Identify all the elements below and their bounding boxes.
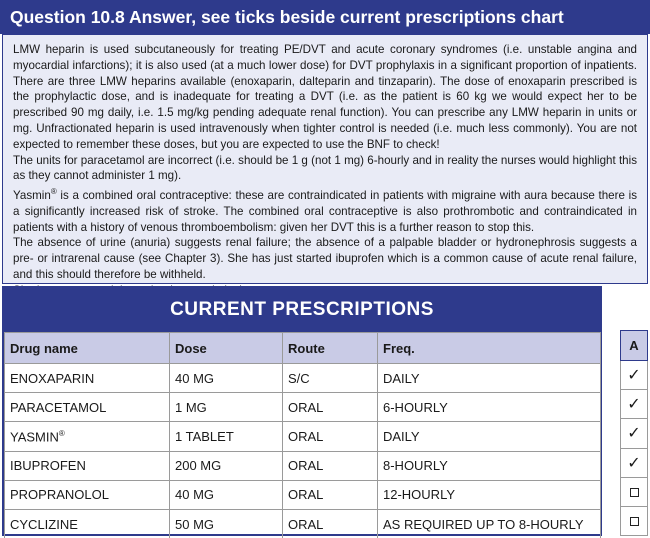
column-header-route: Route: [283, 333, 378, 364]
table-row: [5, 422, 601, 451]
route-cell-text: ORAL: [288, 399, 324, 415]
freq-cell: [378, 393, 601, 422]
freq-cell-text: 12-HOURLY: [383, 487, 456, 503]
check-icon: ✓: [627, 396, 641, 414]
dose-cell-text: 1 TABLET: [175, 428, 234, 444]
dose-cell-text: 200 MG: [175, 458, 222, 474]
freq-cell-text: 6-HOURLY: [383, 399, 448, 415]
freq-cell-text: 8-HOURLY: [383, 458, 448, 474]
table-row: [5, 509, 601, 538]
drug-name-cell: [5, 451, 170, 480]
freq-cell: [378, 480, 601, 509]
answer-paragraph-paracetamol: The units for paracetamol are incorrect (i.e. should be 1 g (not 1 mg) 6-hourly and in reality the nurses would highlight this as they cannot administer 1 mg).: [13, 153, 637, 183]
yasmin-brand: Yasmin: [13, 189, 51, 203]
drug-name-cell-text: PARACETAMOL: [10, 399, 107, 415]
prescriptions-table: [4, 332, 601, 538]
drug-name-cell: [5, 480, 170, 509]
check-icon: ✓: [627, 454, 641, 472]
freq-cell: [378, 451, 601, 480]
route-cell: [283, 509, 378, 538]
drug-name-cell: [5, 422, 170, 451]
column-header-drug: Drug name: [5, 333, 170, 364]
drug-name-cell-text: IBUPROFEN: [10, 458, 86, 474]
route-cell-text: ORAL: [288, 458, 324, 474]
registered-mark: ®: [58, 428, 65, 438]
tick-mark-cell: [620, 390, 648, 419]
freq-cell-text: AS REQUIRED UP TO 8-HOURLY: [383, 516, 584, 532]
route-cell: [283, 364, 378, 393]
route-cell-text: ORAL: [288, 487, 324, 503]
freq-cell: [378, 364, 601, 393]
freq-cell-text: DAILY: [383, 370, 420, 386]
dose-cell-text: 40 MG: [175, 487, 215, 503]
answer-tick-column: [620, 330, 648, 536]
table-row: [5, 480, 601, 509]
dose-cell-text: 50 MG: [175, 516, 215, 532]
freq-cell: [378, 509, 601, 538]
route-cell: [283, 451, 378, 480]
dose-cell: [170, 393, 283, 422]
empty-box-cell: [620, 507, 648, 536]
prescriptions-title: CURRENT PRESCRIPTIONS: [4, 288, 600, 332]
route-cell-text: ORAL: [288, 428, 324, 444]
yasmin-text: is a combined oral contraceptive: these are contraindicated in patients with migraine with aura because there is a significantly increased risk of stroke. The combined oral contraceptive is also prothrombotic and contraindicated in patients with a history of venous thromboembolism: given her DVT this is a further reason to stop this.: [13, 189, 637, 234]
freq-cell-text: DAILY: [383, 428, 420, 444]
check-icon: ✓: [627, 425, 641, 443]
drug-name-cell: [5, 364, 170, 393]
check-icon: ✓: [627, 367, 641, 384]
drug-name-cell-text: PROPRANOLOL: [10, 487, 109, 503]
answer-column-header: A: [620, 330, 648, 361]
dose-cell: [170, 451, 283, 480]
drug-name-cell: [5, 393, 170, 422]
registered-mark: ®: [50, 187, 57, 197]
dose-cell-text: 1 MG: [175, 399, 207, 415]
table-row: [5, 393, 601, 422]
dose-cell: [170, 422, 283, 451]
dose-cell: [170, 509, 283, 538]
column-header-dose: Dose: [170, 333, 283, 364]
dose-cell: [170, 364, 283, 393]
route-cell: [283, 393, 378, 422]
tick-mark-cell: [620, 361, 648, 390]
drug-name-cell-text: ENOXAPARIN: [10, 370, 95, 386]
answer-paragraph-yasmin: [13, 184, 637, 235]
table-row: [5, 451, 601, 480]
route-cell: [283, 422, 378, 451]
table-row: [5, 364, 601, 393]
current-prescriptions-chart: [2, 286, 602, 536]
freq-cell: [378, 422, 601, 451]
drug-name-cell-text: YASMIN: [10, 429, 59, 445]
question-title: Question 10.8 Answer, see ticks beside current prescriptions chart: [0, 0, 650, 34]
table-header-row: [5, 333, 601, 364]
empty-checkbox-icon: [630, 488, 639, 497]
route-cell-text: S/C: [288, 370, 310, 386]
answer-paragraph-lmw-heparin: LMW heparin is used subcutaneously for treating PE/DVT and acute coronary syndromes (i.e. unstable angina and myocardial infarctions); it is also used (at a much lower dose) for DVT prophylaxis in a significant proportion of inpatients. There are three LMW heparins available (enoxaparin, dalteparin and tinzaparin). The dose of enoxaparin prescribed is the prophylactic dose, and is inadequate for treating a DVT (i.e. as the patient is 60 kg we would expect her to be prescribed 90 mg daily, i.e. 1.5 mg/kg pending adequate renal function). You can prescribe any LMW heparin in units or mg. Unfractionated heparin is used intravenously when tighter control is needed (i.e. much less commonly). You are not expected to remember these doses, but you are expected to use the BNF to check!: [13, 43, 637, 151]
dose-cell: [170, 480, 283, 509]
dose-cell-text: 40 MG: [175, 370, 215, 386]
empty-box-cell: [620, 478, 648, 507]
answer-text-box: [2, 34, 648, 284]
empty-checkbox-icon: [630, 517, 639, 526]
route-cell: [283, 480, 378, 509]
tick-mark-cell: [620, 449, 648, 478]
answer-paragraph-anuria: The absence of urine (anuria) suggests renal failure; the absence of a palpable bladder or hydronephrosis suggests a pre- or intrarenal cause (see Chapter 3). She has just started ibuprofen which is a common cause of acute renal failure, and this should therefore be withheld.: [13, 236, 637, 282]
tick-mark-cell: [620, 419, 648, 448]
route-cell-text: ORAL: [288, 516, 324, 532]
drug-name-cell-text: CYCLIZINE: [10, 516, 78, 532]
drug-name-cell: [5, 509, 170, 538]
column-header-freq: Freq.: [378, 333, 601, 364]
